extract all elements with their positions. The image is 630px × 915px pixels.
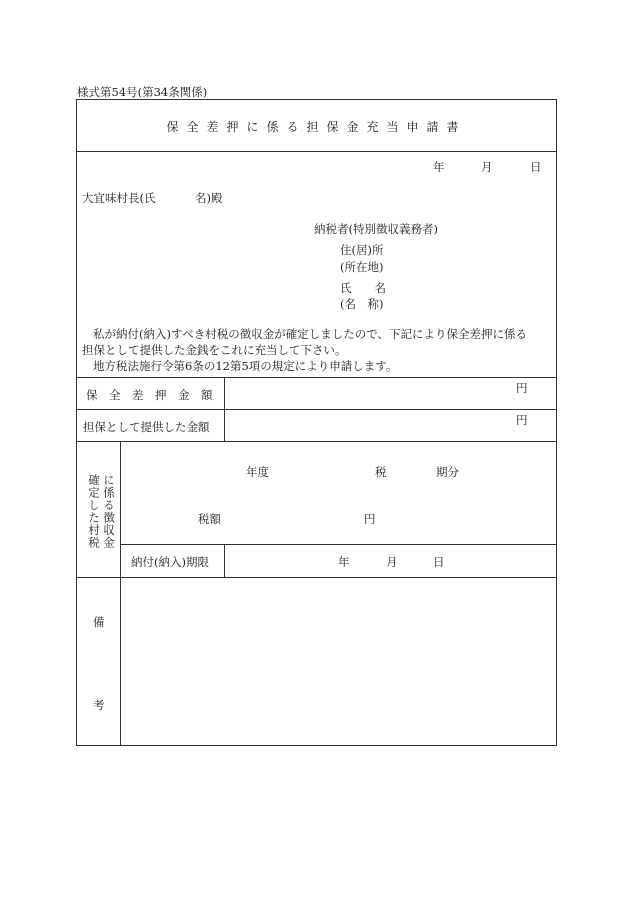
date-day: 日 <box>530 160 542 174</box>
due-month: 月 <box>386 555 398 569</box>
period-label: 期分 <box>436 465 459 479</box>
divider-security-row <box>76 441 557 442</box>
divider-seizure-row <box>76 409 557 410</box>
addressee-prefix: 大宜味村長(氏 <box>82 191 156 205</box>
tax-amount-label: 税額 <box>198 512 221 526</box>
divider-header-section <box>76 377 557 378</box>
seizure-amount-label: 保 全 差 押 金 額 <box>86 388 213 402</box>
name-sub-label: (名 称) <box>340 297 384 311</box>
addressee-suffix: 名)殿 <box>195 191 223 205</box>
address-label: 住(居)所 <box>340 243 384 257</box>
taxpayer-label: 納税者(特別徴収義務者) <box>314 222 438 236</box>
remarks-char-2: 考 <box>93 698 105 712</box>
divider-tax-amount <box>120 544 557 545</box>
form-title: 保全差押に係る担保金充当申請書 <box>166 120 467 134</box>
due-day: 日 <box>433 555 445 569</box>
divider-title <box>76 151 557 152</box>
divider-amount-column <box>224 377 225 441</box>
tax-amount-unit: 円 <box>364 512 376 526</box>
due-year: 年 <box>338 555 350 569</box>
form-number-label: 様式第54号(第34条関係) <box>77 85 208 99</box>
date-month: 月 <box>481 160 493 174</box>
fiscal-year-label: 年度 <box>246 465 269 479</box>
divider-left-column <box>120 441 121 746</box>
seizure-amount-unit: 円 <box>516 381 528 395</box>
divider-confirmed-section <box>76 577 557 578</box>
body-text-line-1: 私が納付(納入)すべき村税の徴収金が確定しましたので、下記により保全差押に係る <box>93 327 528 341</box>
body-text-line-2: 担保として提供した金銭をこれに充当して下さい。 <box>82 343 347 357</box>
security-amount-label: 担保として提供した金額 <box>83 420 210 434</box>
security-amount-unit: 円 <box>516 413 528 427</box>
tax-label: 税 <box>375 465 387 479</box>
date-year: 年 <box>433 160 445 174</box>
due-date-label: 納付(納入)期限 <box>131 555 209 569</box>
address-sub-label: (所在地) <box>340 260 384 274</box>
body-text-line-3: 地方税法施行令第6条の12第5項の規定により申請します。 <box>93 359 398 373</box>
divider-due-column <box>224 544 225 577</box>
name-label: 氏 名 <box>340 281 386 295</box>
remarks-char-1: 備 <box>93 615 105 629</box>
confirmed-label-column-1: に係る徴収金 <box>102 474 116 549</box>
confirmed-label-column-2: 確定した村税 <box>87 474 101 549</box>
